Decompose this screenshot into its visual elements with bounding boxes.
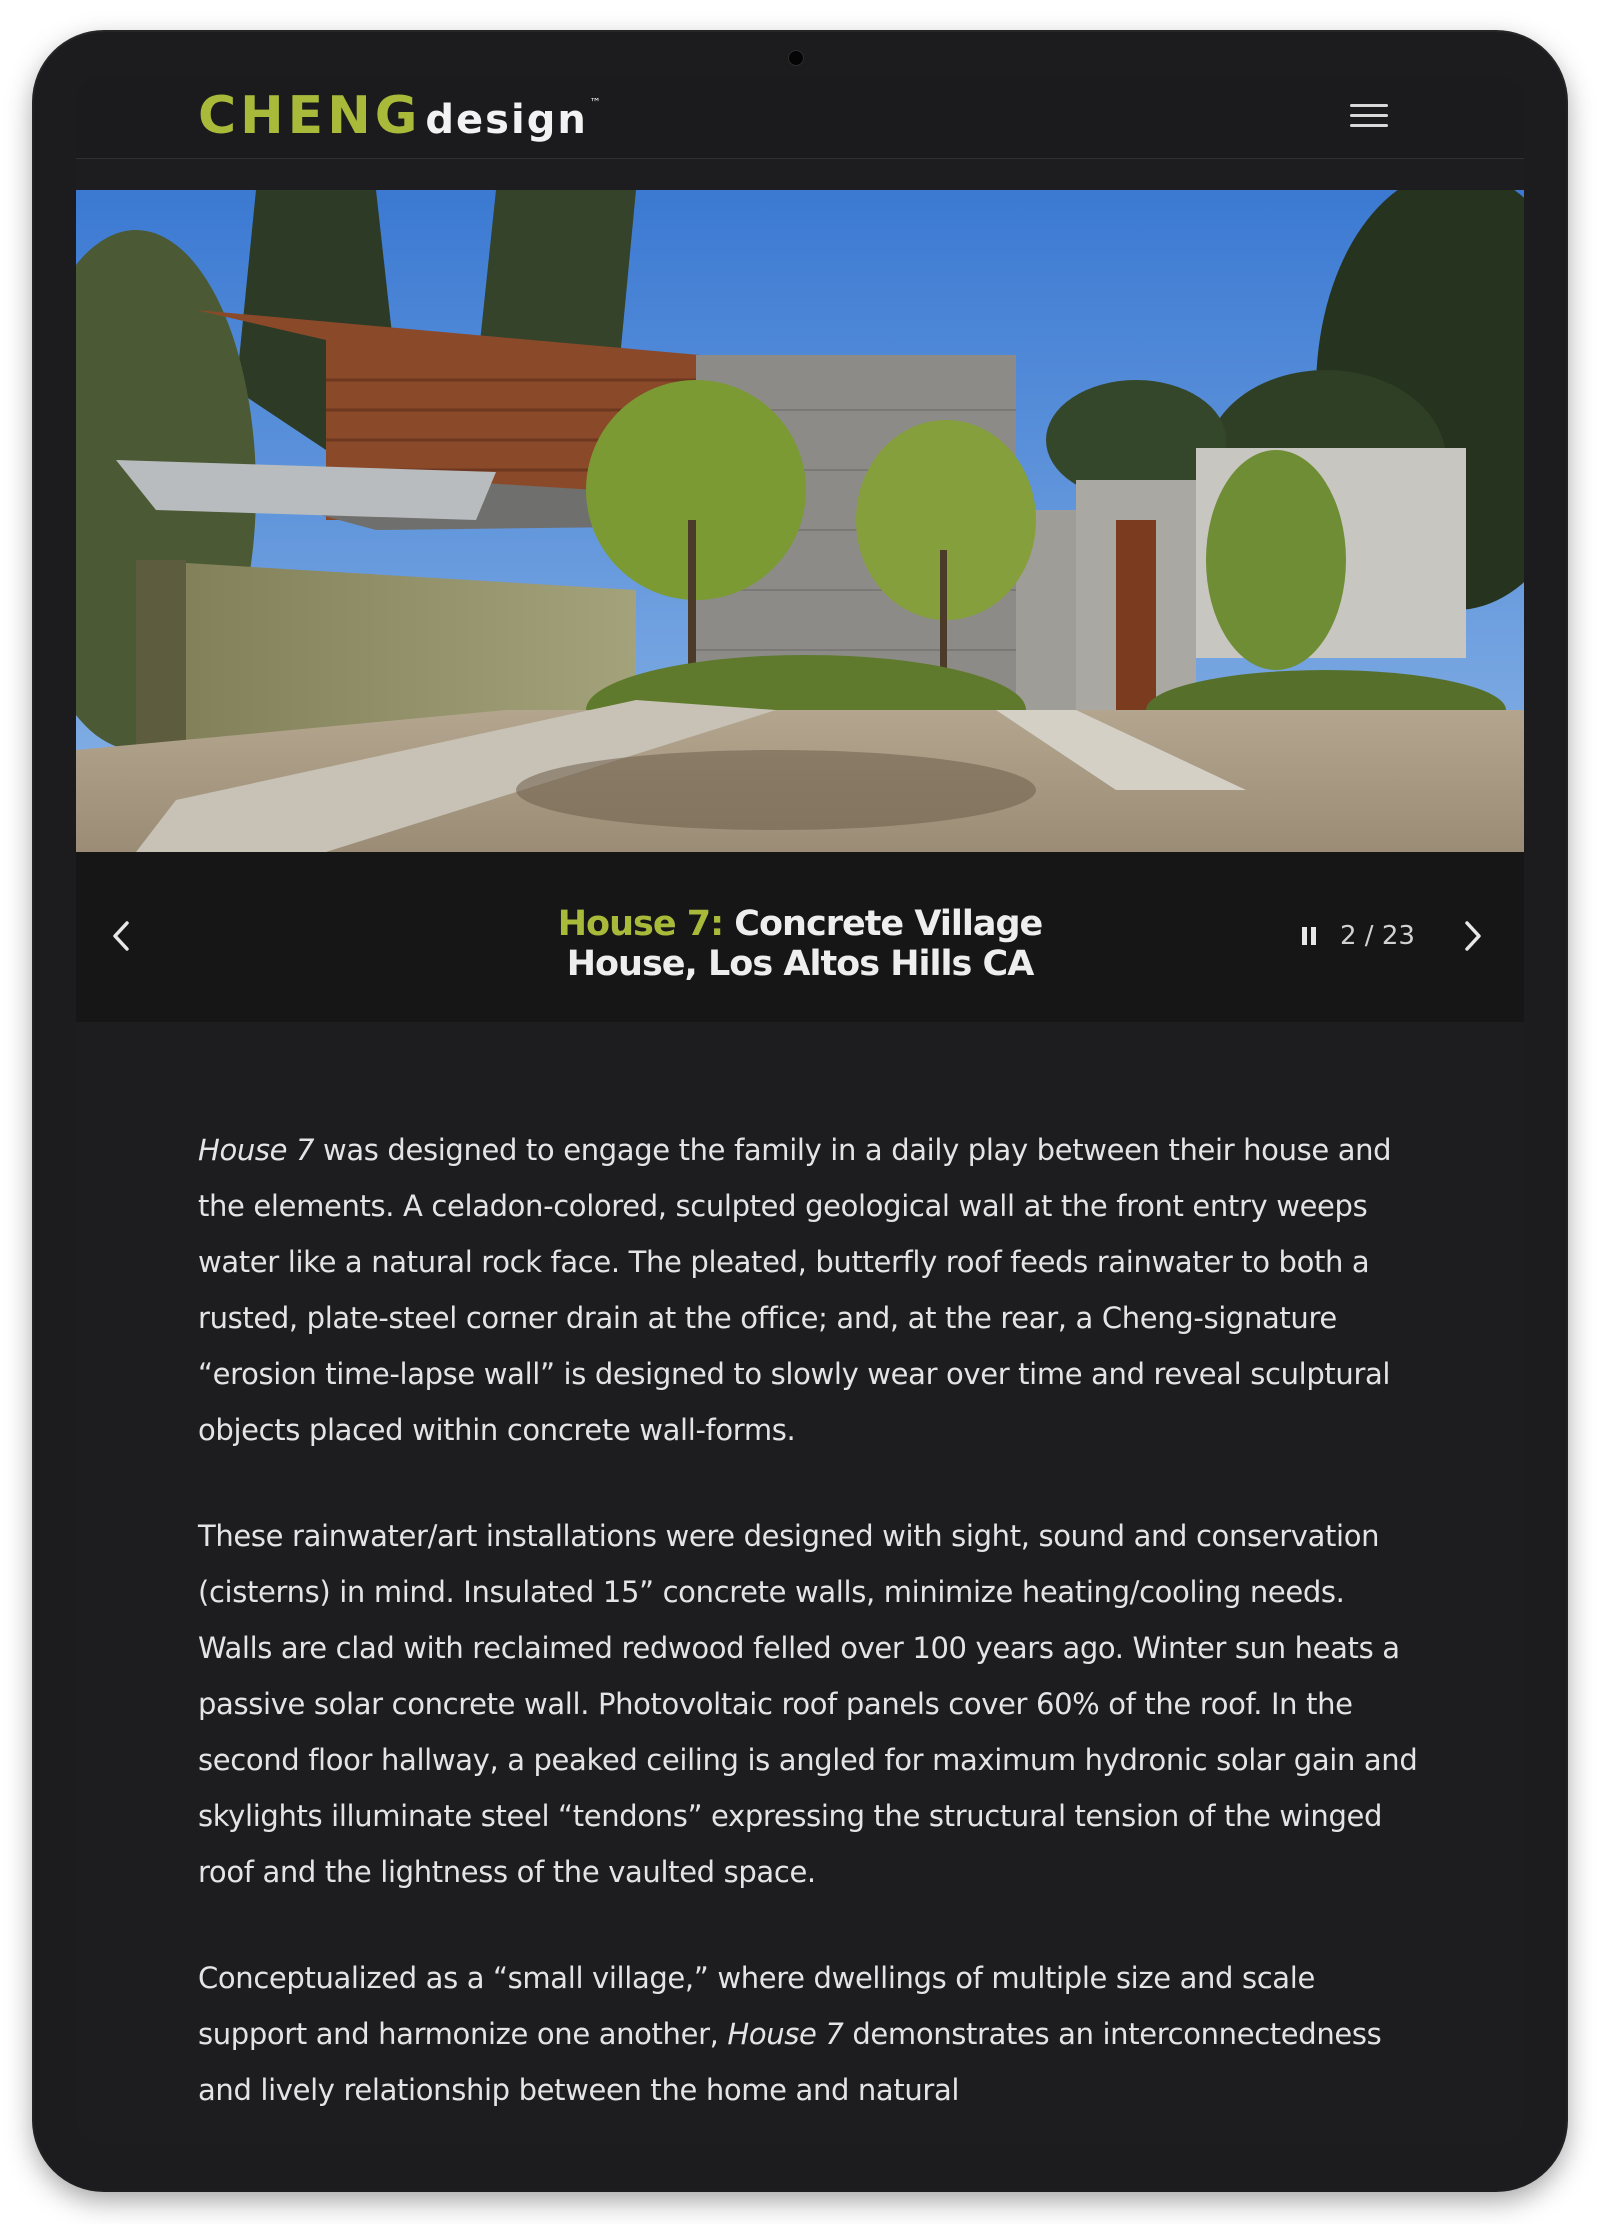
house-name-em: House 7 <box>198 1133 315 1167</box>
site-header <box>76 76 1524 159</box>
slideshow-caption-bar <box>76 852 1524 1022</box>
site-logo[interactable] <box>198 86 601 146</box>
paragraph-3 <box>198 1950 1418 2118</box>
hamburger-menu-icon[interactable] <box>1348 98 1390 134</box>
logo-secondary: design <box>425 97 588 143</box>
tablet-frame <box>34 32 1566 2190</box>
house-photo <box>76 190 1524 852</box>
paragraph-2 <box>198 1508 1418 1900</box>
slide-title-rest: Concrete Village House, Los Altos Hills CA <box>566 904 1043 984</box>
front-camera <box>788 50 804 66</box>
logo-trademark: ™ <box>589 96 601 109</box>
project-description <box>198 1122 1418 2144</box>
house-name-em: House 7 <box>727 2017 844 2051</box>
screen <box>76 76 1524 2144</box>
paragraph-text: was designed to engage the family in a daily play between their house and the elements. A celadon-colored, sculpted geological wall at the front entry weeps water like a natural rock face. The pleated, butterfly roof feeds rainwater to both a rusted, plate-steel corner drain at the office; and, at the rear, a Cheng-signature “erosion time-lapse wall” is designed to slowly wear over time and reveal sculptural objects placed within concrete wall-forms. <box>198 1133 1392 1447</box>
paragraph-text: These rainwater/art installations were designed with sight, sound and conservation (cisterns) in mind. Insulated 15” concrete walls, minimize heating/cooling needs. Walls are clad with reclaimed redwood felled over 100 years ago. Winter sun heats a passive solar concrete wall. Photovoltaic roof panels cover 60% of the roof. In the second floor hallway, a peaked ceiling is angled for maximum hydronic solar gain and skylights illuminate steel “tendons” expressing the structural tension of the winged roof and the lightness of the vaulted space. <box>198 1519 1418 1889</box>
chevron-right-icon[interactable] <box>1448 908 1498 964</box>
paragraph-text: demonstrates an interconnectedness and lively relationship between the home and natural <box>198 2017 1382 2107</box>
slide-title-highlight: House 7: <box>557 904 724 944</box>
paragraph-text: Conceptualized as a “small village,” where dwellings of multiple size and scale support and harmonize one another, <box>198 1961 1315 2051</box>
hero-photo <box>76 190 1524 852</box>
slide-counter: 2 / 23 <box>1340 921 1415 951</box>
logo-primary: CHENG <box>198 86 422 146</box>
paragraph-1 <box>198 1122 1418 1458</box>
chevron-left-icon[interactable] <box>96 908 146 964</box>
pause-icon[interactable] <box>1294 920 1324 952</box>
slide-title <box>496 904 1104 984</box>
